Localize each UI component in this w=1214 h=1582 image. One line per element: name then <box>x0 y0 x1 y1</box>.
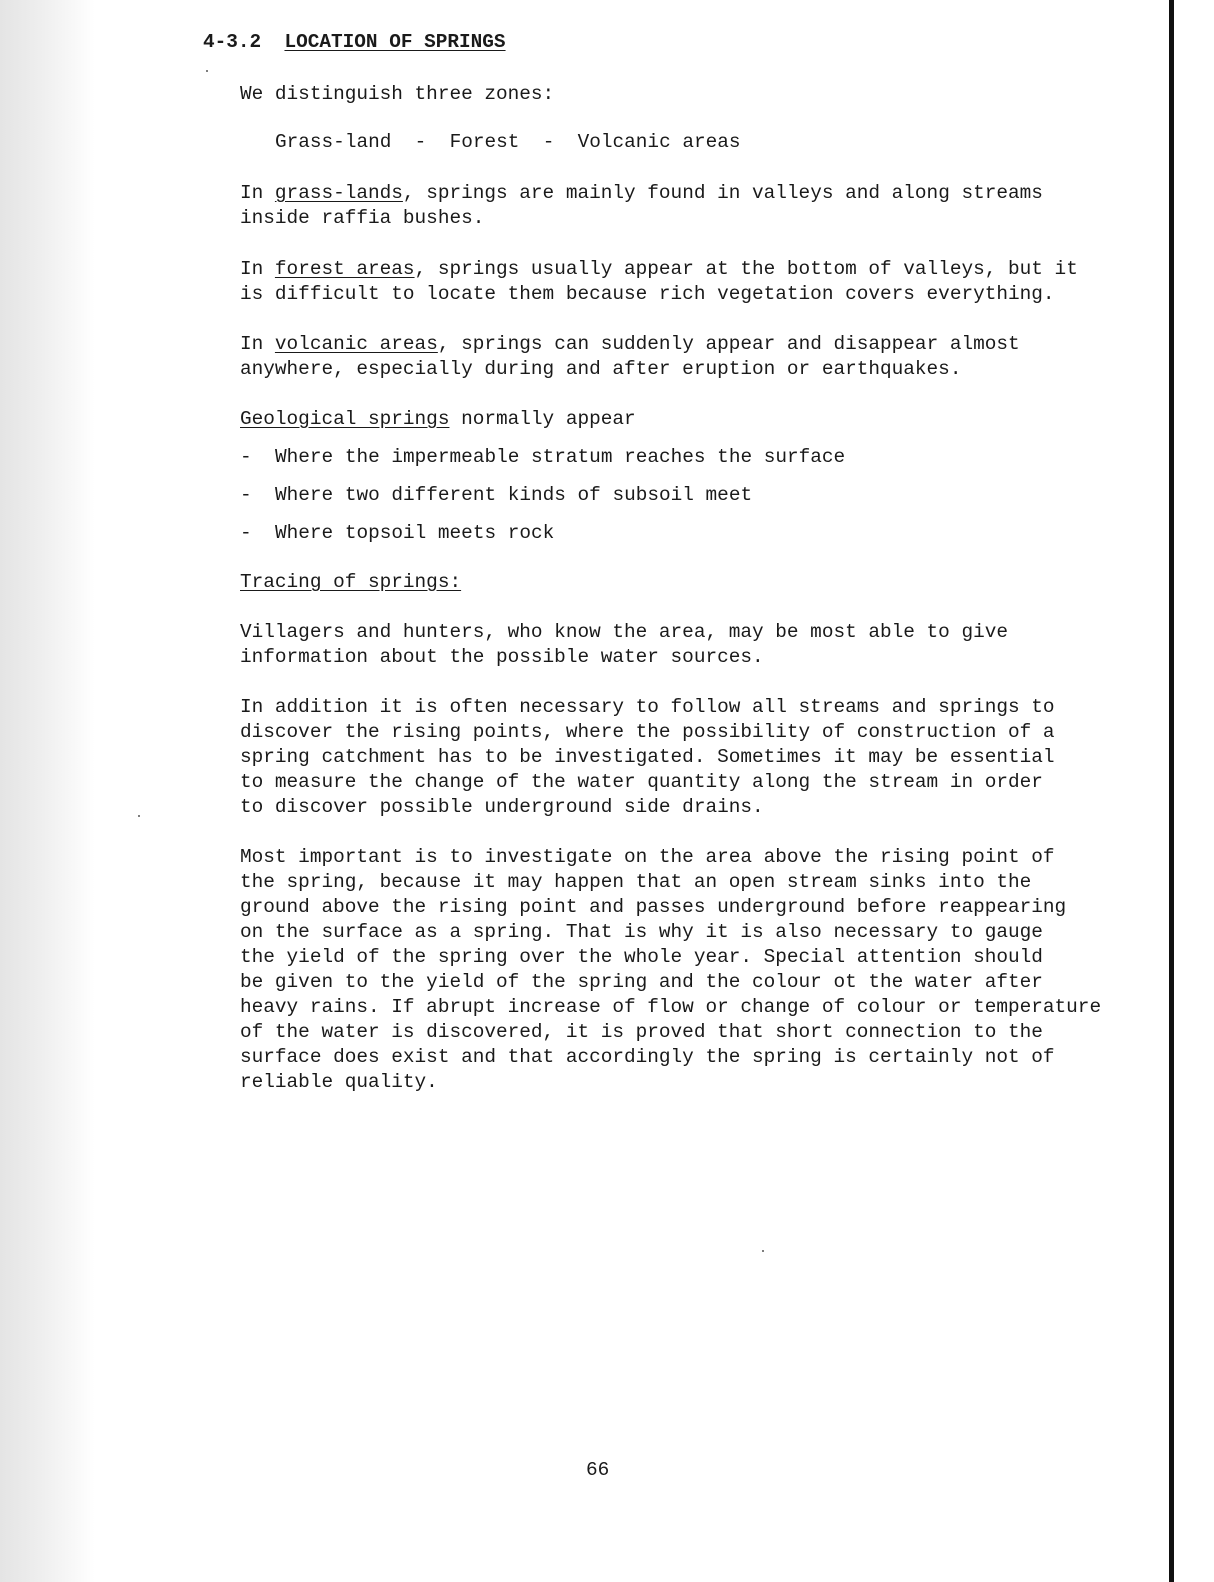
tracing-para3-line: ground above the rising point and passes underground before reappearing <box>240 896 1067 918</box>
zone-separator: - <box>542 131 555 153</box>
section-title: LOCATION OF SPRINGS <box>284 31 506 53</box>
bullet-dash: - <box>240 446 252 468</box>
tracing-para2-line: to discover possible underground side drains. <box>240 796 764 818</box>
para-prefix: In <box>240 333 275 355</box>
tracing-para3-line: the spring, because it may happen that an open stream sinks into the <box>240 871 1032 893</box>
tracing-para3-line: Most important is to investigate on the area above the rising point of <box>240 846 1055 868</box>
scan-speck <box>206 70 208 72</box>
bullet-dash: - <box>240 522 252 544</box>
grassland-term: grass-lands <box>274 182 403 204</box>
tracing-para3-line: reliable quality. <box>240 1071 438 1093</box>
para-text: , springs can suddenly appear and disappear almost <box>437 333 1020 355</box>
tracing-para2-line: spring catchment has to be investigated. Sometimes it may be essential <box>240 746 1055 768</box>
tracing-para3-line: surface does exist and that accordingly the spring is certainly not of <box>240 1046 1055 1068</box>
tracing-para1-line: information about the possible water sources. <box>240 646 764 668</box>
forest-para-line: is difficult to locate them because rich vegetation covers everything. <box>240 283 1055 305</box>
volcanic-para-line <box>240 332 1020 357</box>
zone-separator: - <box>414 131 427 153</box>
section-number: 4-3.2 <box>203 31 262 53</box>
tracing-para2-line: discover the rising points, where the possibility of construction of a <box>240 721 1055 743</box>
para-text: , springs are mainly found in valleys and along streams <box>402 182 1043 204</box>
zones-line <box>275 130 741 155</box>
tracing-para2-line: In addition it is often necessary to follow all streams and springs to <box>240 696 1055 718</box>
tracing-heading: Tracing of springs: <box>240 571 462 593</box>
tracing-para3-line: on the surface as a spring. That is why it is also necessary to gauge <box>240 921 1043 943</box>
section-heading <box>203 30 506 55</box>
para-text: , springs usually appear at the bottom of valleys, but it <box>414 258 1078 280</box>
geological-heading <box>240 407 636 432</box>
tracing-para2-line: to measure the change of the water quantity along the stream in order <box>240 771 1043 793</box>
tracing-para3-line: be given to the yield of the spring and the colour ot the water after <box>240 971 1043 993</box>
page-number: 66 <box>586 1459 610 1481</box>
tracing-para3-line: of the water is discovered, it is proved that short connection to the <box>240 1021 1043 1043</box>
volcanic-term: volcanic areas <box>274 333 438 355</box>
page-right-border <box>1169 0 1174 1582</box>
forest-para-line <box>240 257 1078 282</box>
volcanic-para-line: anywhere, especially during and after eruption or earthquakes. <box>240 358 962 380</box>
list-item: Where the impermeable stratum reaches the surface <box>275 446 846 468</box>
para-prefix: In <box>240 258 275 280</box>
geological-rest: normally appear <box>449 408 636 430</box>
list-item: Where topsoil meets rock <box>275 522 555 544</box>
intro-line: We distinguish three zones: <box>240 83 555 105</box>
grassland-para-line <box>240 181 1043 206</box>
para-prefix: In <box>240 182 275 204</box>
tracing-para3-line: heavy rains. If abrupt increase of flow or change of colour or temperature <box>240 996 1102 1018</box>
scan-speck <box>138 815 140 817</box>
geological-term: Geological springs <box>240 408 450 430</box>
scan-shadow-edge <box>0 0 95 1582</box>
zone-volcanic: Volcanic areas <box>577 131 741 153</box>
tracing-para1-line: Villagers and hunters, who know the area, may be most able to give <box>240 621 1008 643</box>
list-item: Where two different kinds of subsoil meet <box>275 484 753 506</box>
bullet-dash: - <box>240 484 252 506</box>
scan-speck <box>762 1250 764 1252</box>
grassland-para-line: inside raffia bushes. <box>240 207 485 229</box>
tracing-para3-line: the yield of the spring over the whole year. Special attention should <box>240 946 1043 968</box>
zone-forest: Forest <box>449 131 520 153</box>
zone-grassland: Grass-land <box>275 131 392 153</box>
forest-term: forest areas <box>274 258 415 280</box>
